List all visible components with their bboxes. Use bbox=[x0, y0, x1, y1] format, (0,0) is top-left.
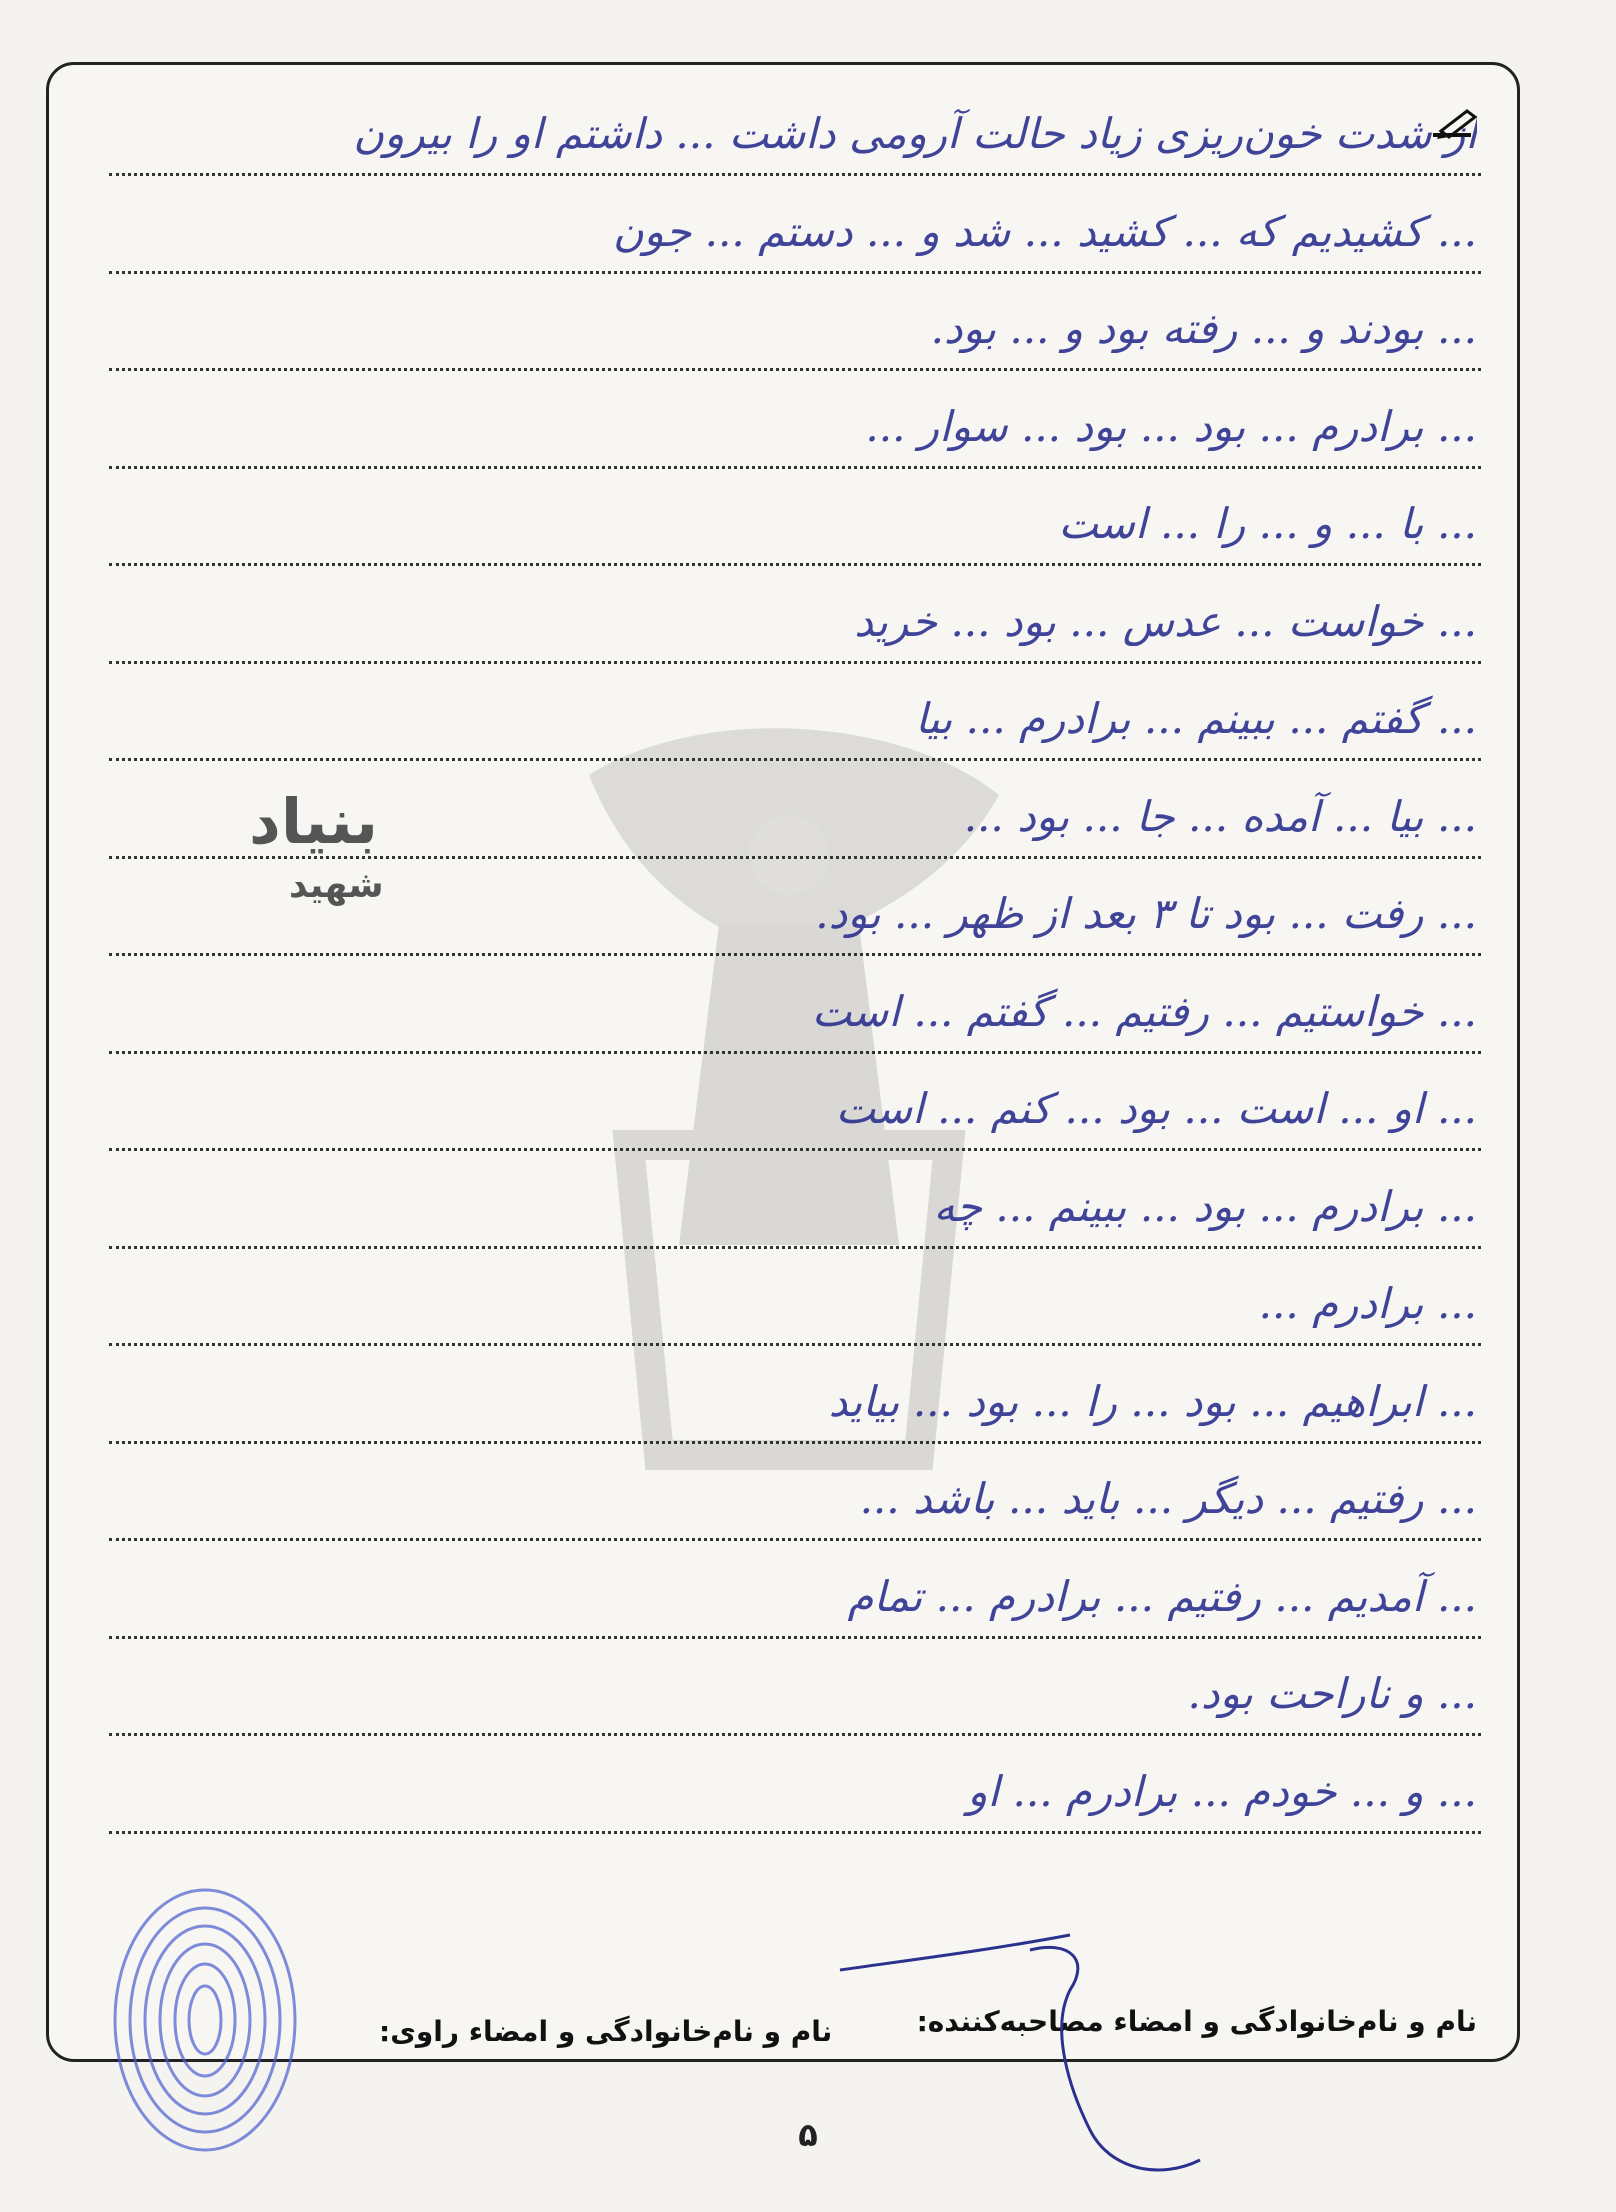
ruled-line bbox=[109, 856, 1481, 859]
ruled-line bbox=[109, 173, 1481, 176]
watermark-sub-label: شهید bbox=[289, 865, 384, 906]
interviewer-signature-label: نام و نام‌خانوادگی و امضاء مصاحبه‌کننده: bbox=[916, 2005, 1477, 2038]
handwritten-line: ... آمدیم ... رفتیم ... برادرم ... تمام bbox=[847, 1571, 1477, 1621]
handwritten-line: ... ابراهیم ... بود ... را ... بود ... بیاید bbox=[828, 1376, 1477, 1426]
handwritten-line: ... برادرم ... بود ... ببینم ... چه bbox=[933, 1181, 1477, 1231]
handwritten-line: ... گفتم ... ببینم ... برادرم ... بیا bbox=[915, 694, 1477, 743]
handwritten-line: ... رفت ... بود تا ۳ بعد از ظهر ... بود. bbox=[815, 889, 1477, 938]
ruled-line bbox=[109, 368, 1481, 371]
ruled-line bbox=[109, 1246, 1481, 1249]
ruled-line bbox=[109, 758, 1481, 761]
ruled-line bbox=[109, 563, 1481, 566]
narrator-signature-label: نام و نام‌خانوادگی و امضاء راوی: bbox=[379, 2015, 833, 2048]
handwritten-line: ... بیا ... آمده ... جا ... بود ... bbox=[963, 791, 1477, 841]
ruled-line bbox=[109, 953, 1481, 956]
handwritten-line: ... با ... و ... را ... است bbox=[1058, 499, 1477, 548]
handwritten-line: ... بودند و ... رفته بود و ... بود. bbox=[930, 304, 1477, 353]
ruled-line bbox=[109, 1636, 1481, 1639]
ruled-line bbox=[109, 1441, 1481, 1444]
watermark-main-label: بنیاد bbox=[249, 785, 378, 858]
ruled-line bbox=[109, 661, 1481, 664]
ruled-line bbox=[109, 1733, 1481, 1736]
handwritten-line: ... رفتیم ... دیگر ... باید ... باشد ... bbox=[859, 1474, 1477, 1523]
handwritten-line: ... خواست ... عدس ... بود ... خرید bbox=[854, 596, 1477, 646]
ruled-line bbox=[109, 1343, 1481, 1346]
ruled-line bbox=[109, 466, 1481, 469]
ruled-line bbox=[109, 1148, 1481, 1151]
ruled-line bbox=[109, 271, 1481, 274]
ruled-line bbox=[109, 1831, 1481, 1834]
handwritten-line: ... کشیدیم که ... کشید ... شد و ... دستم ... جون bbox=[612, 206, 1477, 256]
ruled-line bbox=[109, 1538, 1481, 1541]
ruled-line bbox=[109, 1051, 1481, 1054]
handwritten-line: ... برادرم ... bbox=[1258, 1279, 1477, 1328]
handwritten-line: ... برادرم ... بود ... بود ... سوار ... bbox=[865, 401, 1477, 451]
handwritten-line: ... او ... است ... بود ... کنم ... است bbox=[835, 1084, 1477, 1133]
handwritten-line: از شدت خون‌ریزی زیاد حالت آرومی داشت ... داشتم او را بیرون bbox=[353, 109, 1477, 158]
signature-row bbox=[109, 1995, 1477, 2055]
handwritten-line: ... و ... خودم ... برادرم ... او bbox=[967, 1766, 1477, 1816]
handwritten-line: ... و ناراحت بود. bbox=[1187, 1669, 1477, 1718]
page-number: ۵ bbox=[798, 2116, 818, 2154]
handwritten-line: ... خواستیم ... رفتیم ... گفتم ... است bbox=[811, 986, 1477, 1036]
page-frame bbox=[46, 62, 1520, 2062]
